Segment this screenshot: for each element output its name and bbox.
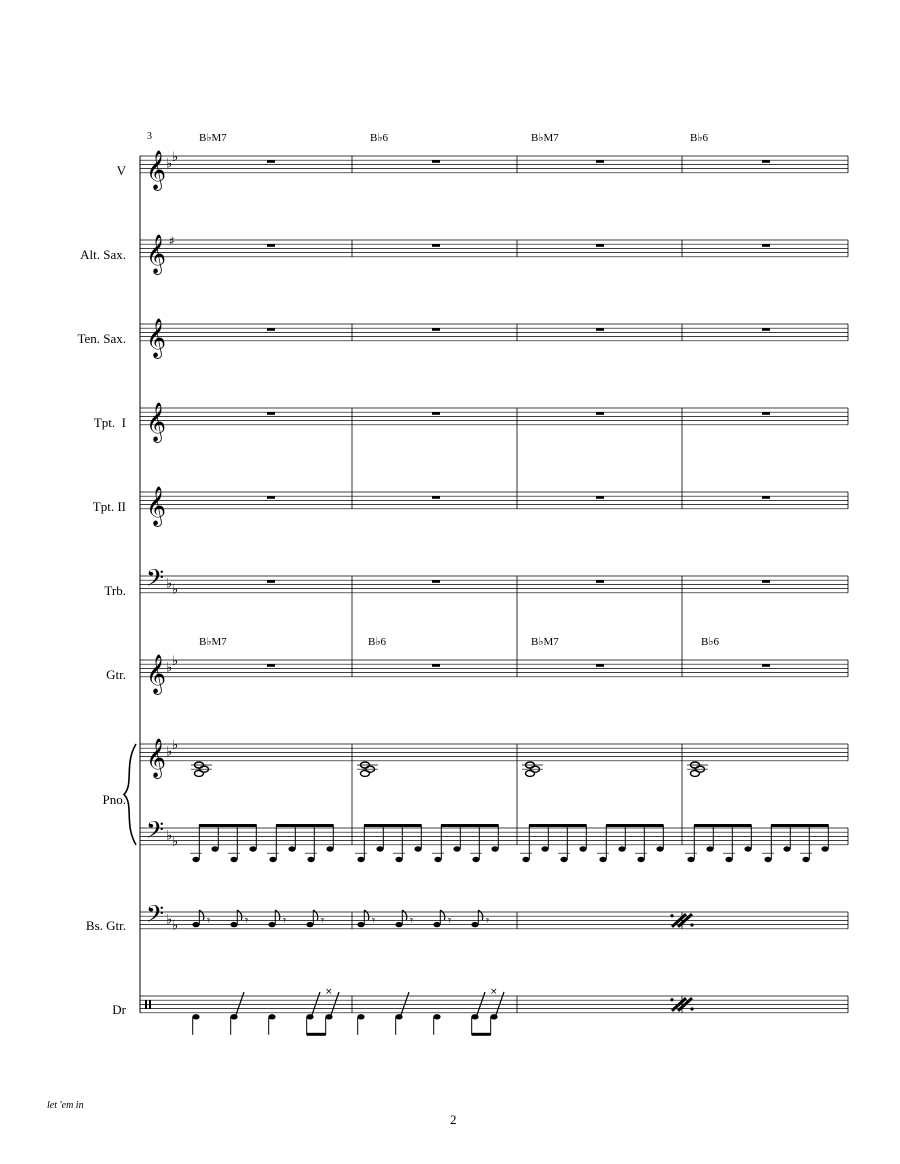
eighth-note	[541, 846, 548, 851]
instrument-label-alto-sax: Alt. Sax.	[80, 247, 126, 262]
whole-rest	[596, 580, 604, 583]
eighth-note	[599, 857, 606, 862]
whole-rest	[432, 328, 440, 331]
whole-rest	[762, 244, 770, 247]
note-beam	[276, 824, 334, 827]
treble-clef-icon: 𝄞	[146, 402, 167, 442]
instrument-label-trombone: Trb.	[104, 583, 126, 598]
eighth-note	[414, 846, 421, 851]
note-flag	[199, 910, 204, 920]
eighth-note	[725, 857, 732, 862]
eighth-note	[376, 846, 383, 851]
eighth-note	[268, 922, 275, 927]
note-beam	[441, 824, 499, 827]
percussion-clef-icon	[145, 1000, 147, 1008]
eighth-note	[211, 846, 218, 851]
eighth-note	[783, 846, 790, 851]
eighth-note	[491, 846, 498, 851]
treble-clef-icon: 𝄞	[146, 738, 167, 778]
hihat-x-icon: ×	[490, 987, 498, 997]
eighth-note	[706, 846, 713, 851]
note-flag	[364, 910, 369, 920]
whole-rest	[432, 664, 440, 667]
whole-rest	[267, 580, 275, 583]
eighth-note	[357, 922, 364, 927]
instrument-label-trumpet-1: Tpt. I	[93, 415, 126, 430]
eighth-note	[560, 857, 567, 862]
treble-clef-icon: 𝄞	[146, 318, 167, 358]
chord-symbol: B♭6	[370, 132, 389, 144]
whole-rest	[762, 328, 770, 331]
eighth-note	[307, 857, 314, 862]
chord-symbol: B♭M7	[531, 132, 559, 144]
measure-repeat-icon	[670, 998, 673, 1001]
eighth-rest-icon: 𝄾	[410, 913, 414, 928]
whole-rest	[432, 412, 440, 415]
slash-stem	[236, 992, 244, 1015]
whole-rest	[267, 160, 275, 163]
flat-icon: ♭	[166, 912, 173, 928]
eighth-rest-icon: 𝄾	[283, 913, 287, 928]
hihat-x-icon: ×	[325, 987, 333, 997]
eighth-note	[656, 846, 663, 851]
eighth-note	[434, 857, 441, 862]
footer-title: let 'em in	[47, 1100, 84, 1111]
chord-symbol: B♭6	[690, 132, 709, 144]
eighth-rest-icon: 𝄾	[448, 913, 452, 928]
eighth-note	[288, 846, 295, 851]
chord-symbol: B♭M7	[199, 636, 227, 648]
flat-icon: ♭	[172, 834, 179, 850]
instrument-label-piano: Pno.	[102, 792, 126, 807]
flat-icon: ♭	[172, 654, 179, 670]
eighth-note	[472, 857, 479, 862]
eighth-rest-icon: 𝄾	[321, 913, 325, 928]
instrument-label-bass-guitar: Bs. Gtr.	[85, 918, 126, 933]
eighth-note	[522, 857, 529, 862]
eighth-note	[744, 846, 751, 851]
treble-clef-icon: 𝄞	[146, 150, 167, 190]
page-number: 2	[450, 1112, 457, 1127]
instrument-label-guitar: Gtr.	[106, 667, 126, 682]
flat-icon: ♭	[172, 918, 179, 934]
eighth-note	[821, 846, 828, 851]
kick-note	[192, 1014, 199, 1019]
whole-note	[195, 770, 204, 776]
whole-rest	[762, 412, 770, 415]
whole-rest	[762, 496, 770, 499]
whole-rest	[432, 580, 440, 583]
note-beam	[199, 824, 257, 827]
note-beam	[771, 824, 829, 827]
measure-number: 3	[147, 131, 152, 142]
note-beam	[529, 824, 587, 827]
flat-icon: ♭	[166, 744, 173, 760]
note-flag	[402, 910, 407, 920]
note-flag	[478, 910, 483, 920]
kick-note	[357, 1014, 364, 1019]
flat-icon: ♭	[166, 156, 173, 172]
whole-rest	[596, 664, 604, 667]
whole-rest	[432, 244, 440, 247]
chord-symbol: B♭M7	[531, 636, 559, 648]
note-flag	[440, 910, 445, 920]
whole-rest	[596, 412, 604, 415]
whole-rest	[267, 496, 275, 499]
eighth-note	[453, 846, 460, 851]
whole-rest	[432, 160, 440, 163]
whole-note	[361, 770, 370, 776]
slash-stem	[477, 992, 485, 1015]
whole-rest	[432, 496, 440, 499]
whole-note	[526, 770, 535, 776]
bass-clef-icon: 𝄢	[146, 900, 165, 933]
eighth-note	[802, 857, 809, 862]
treble-clef-icon: 𝄞	[146, 486, 167, 526]
measure-repeat-icon	[690, 1007, 693, 1010]
flat-icon: ♭	[172, 738, 179, 754]
eighth-note	[395, 922, 402, 927]
eighth-note	[306, 922, 313, 927]
whole-rest	[267, 412, 275, 415]
eighth-note	[326, 846, 333, 851]
eighth-note	[192, 857, 199, 862]
chord-symbol: B♭6	[701, 636, 720, 648]
whole-rest	[596, 160, 604, 163]
note-flag	[313, 910, 318, 920]
instrument-label-tenor-sax: Ten. Sax.	[77, 331, 126, 346]
eighth-rest-icon: 𝄾	[372, 913, 376, 928]
flat-icon: ♭	[166, 828, 173, 844]
eighth-note	[618, 846, 625, 851]
note-beam	[472, 1033, 491, 1036]
percussion-clef-icon	[149, 1000, 151, 1008]
eighth-note	[249, 846, 256, 851]
flat-icon: ♭	[166, 576, 173, 592]
whole-rest	[762, 664, 770, 667]
instrument-label-trumpet-2: Tpt. II	[92, 499, 126, 514]
treble-clef-icon: 𝄞	[146, 654, 167, 694]
flat-icon: ♭	[172, 582, 179, 598]
eighth-note	[357, 857, 364, 862]
treble-clef-icon: 𝄞	[146, 234, 167, 274]
slash-stem	[401, 992, 409, 1015]
flat-icon: ♭	[166, 660, 173, 676]
kick-note	[268, 1014, 275, 1019]
eighth-note	[269, 857, 276, 862]
chord-symbol: B♭6	[368, 636, 387, 648]
whole-rest	[267, 328, 275, 331]
instrument-label-drums: Dr	[112, 1002, 126, 1017]
note-beam	[307, 1033, 326, 1036]
eighth-rest-icon: 𝄾	[207, 913, 211, 928]
flat-icon: ♭	[172, 150, 179, 166]
eighth-rest-icon: 𝄾	[486, 913, 490, 928]
measure-repeat-icon	[690, 923, 693, 926]
instrument-label-voice: V	[116, 163, 126, 178]
chord-symbol: B♭M7	[199, 132, 227, 144]
whole-rest	[762, 160, 770, 163]
whole-note	[691, 770, 700, 776]
note-beam	[364, 824, 422, 827]
eighth-note	[433, 922, 440, 927]
bass-clef-icon: 𝄢	[146, 564, 165, 597]
whole-rest	[596, 496, 604, 499]
eighth-note	[637, 857, 644, 862]
eighth-note	[687, 857, 694, 862]
eighth-rest-icon: 𝄾	[245, 913, 249, 928]
measure-repeat-icon	[670, 914, 673, 917]
note-beam	[606, 824, 664, 827]
kick-note	[433, 1014, 440, 1019]
whole-rest	[267, 664, 275, 667]
whole-rest	[267, 244, 275, 247]
sharp-icon: ♯	[169, 234, 175, 248]
eighth-note	[764, 857, 771, 862]
eighth-note	[579, 846, 586, 851]
note-flag	[275, 910, 280, 920]
whole-rest	[762, 580, 770, 583]
eighth-note	[471, 922, 478, 927]
eighth-note	[192, 922, 199, 927]
whole-rest	[596, 328, 604, 331]
note-flag	[237, 910, 242, 920]
eighth-note	[230, 922, 237, 927]
eighth-note	[230, 857, 237, 862]
slash-stem	[312, 992, 320, 1015]
note-beam	[694, 824, 752, 827]
bass-clef-icon: 𝄢	[146, 816, 165, 849]
whole-rest	[596, 244, 604, 247]
eighth-note	[395, 857, 402, 862]
